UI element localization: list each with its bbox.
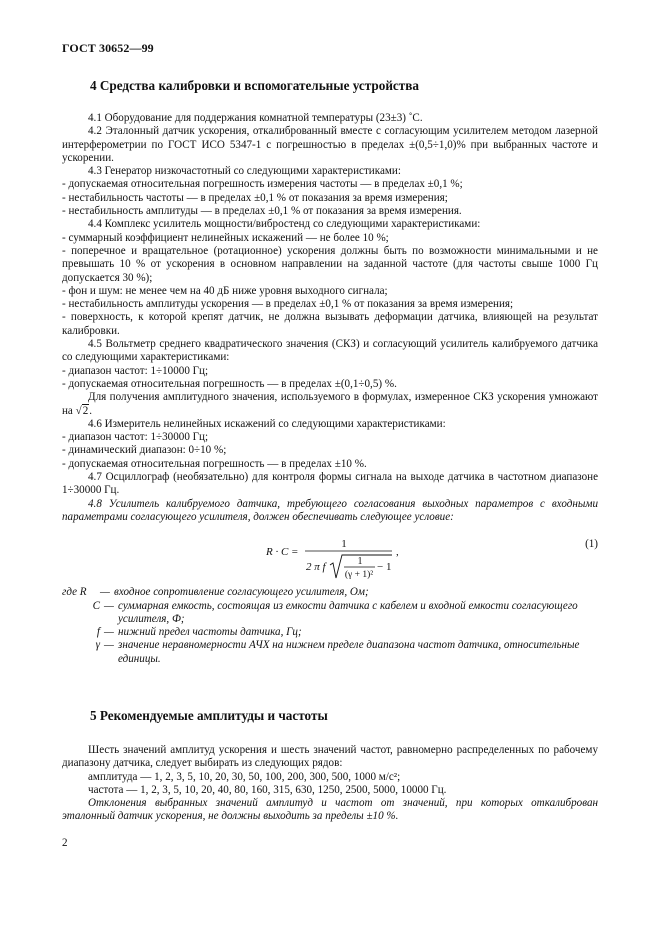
legend-desc-r: входное сопротивление согласующего усилителя, Ом; bbox=[114, 586, 369, 599]
section-4-heading: 4 Средства калибровки и вспомогательные устройства bbox=[90, 78, 419, 93]
list-item-4-3-c: - нестабильность амплитуды — в пределах ±0,1 % от показания за время измерения. bbox=[62, 205, 462, 218]
frequency-label: частота — bbox=[88, 783, 138, 796]
legend-prefix-text: где bbox=[62, 586, 77, 599]
list-item-4-4-c: - фон и шум: не менее чем на 40 дБ ниже уровня выходного сигнала; bbox=[62, 284, 388, 297]
list-item-4-3-b: - нестабильность частоты — в пределах ±0,1 % от показания за время измерения; bbox=[62, 191, 448, 204]
formula-trailing-comma: , bbox=[396, 546, 399, 559]
list-item-4-4-a: - суммарный коэффициент нелинейных искажений — не более 10 %; bbox=[62, 231, 389, 244]
legend-symbol-c: C bbox=[92, 599, 100, 612]
legend-row-r bbox=[62, 586, 598, 599]
legend-symbol-f: f bbox=[96, 626, 100, 639]
formula-numerator: 1 bbox=[341, 538, 347, 551]
legend-desc-gamma: значение неравномерности АЧХ на нижнем пределе диапазона частот датчика, относительные единицы. bbox=[118, 639, 580, 665]
legend-symbol-gamma: γ bbox=[95, 639, 100, 652]
list-item-4-3-a: - допускаемая относительная погрешность измерения частоты — в пределах ±0,1 %; bbox=[62, 178, 463, 191]
legend-dash-gamma: — bbox=[104, 639, 114, 652]
legend-row-gamma bbox=[62, 639, 598, 666]
formula-lhs: R · C = bbox=[266, 546, 299, 559]
formula-1 bbox=[62, 528, 598, 582]
legend-desc-f: нижний предел частоты датчика, Гц; bbox=[118, 626, 302, 639]
legend-dash-f: — bbox=[104, 626, 114, 639]
legend-desc-c: суммарная емкость, состоящая из емкости датчика с кабелем и входной емкости согласующего усилителя, Ф; bbox=[118, 599, 578, 625]
page-number: 2 bbox=[62, 837, 68, 849]
list-item-4-6-a: - диапазон частот: 1÷30000 Гц; bbox=[62, 431, 209, 444]
document-code: ГОСТ 30652—99 bbox=[62, 41, 154, 55]
list-item-4-4-e: - поверхность, к которой крепят датчик, не должна вызывать деформации датчика, влияющей на результат калибровки. bbox=[62, 311, 598, 337]
section-5-heading: 5 Рекомендуемые амплитуды и частоты bbox=[90, 708, 328, 723]
paragraph-4-6: 4.6 Измеритель нелинейных искажений со следующими характеристиками: bbox=[88, 417, 446, 430]
legend-row-f bbox=[62, 626, 598, 639]
sqrt-argument: 2 bbox=[82, 404, 89, 417]
formula-legend bbox=[62, 586, 598, 666]
legend-dash-r: — bbox=[100, 586, 110, 599]
legend-dash-c: — bbox=[104, 599, 114, 612]
list-item-4-6-c: - допускаемая относительная погрешность — в пределах ±10 %. bbox=[62, 457, 367, 470]
section-5-body bbox=[62, 744, 598, 824]
paragraph-4-5-c-text: Для получения амплитудного значения, используемого в формулах, измеренное СКЗ ускорения умножают на bbox=[62, 391, 598, 417]
list-item-4-5-b: - допускаемая относительная погрешность — в пределах ±(0,1÷0,5) %. bbox=[62, 377, 397, 390]
formula-inner-denominator: (γ + 1)² bbox=[344, 570, 374, 581]
paragraph-4-7: 4.7 Осциллограф (необязательно) для контроля формы сигнала на выходе датчика в частотном диапазоне 1÷30000 Гц. bbox=[62, 471, 598, 497]
frequency-values: 1, 2, 3, 5, 10, 20, 40, 80, 160, 315, 630, 1250, 2500, 5000, 10000 Гц. bbox=[140, 783, 447, 796]
paragraph-5-deviation: Отклонения выбранных значений амплитуд и частот от значений, при которых откалиброван эталонный датчик ускорения, не должны выходить за пределы ±10 %. bbox=[62, 797, 598, 823]
frequency-series bbox=[62, 784, 598, 797]
legend-prefix bbox=[62, 586, 100, 599]
formula-minus-one: − 1 bbox=[377, 561, 392, 574]
paragraph-4-4: 4.4 Комплекс усилитель мощности/вибростенд со следующими характеристиками: bbox=[88, 218, 481, 231]
paragraph-4-3: 4.3 Генератор низкочастотный со следующими характеристиками: bbox=[88, 165, 401, 178]
formula-equation-number: (1) bbox=[585, 538, 598, 551]
paragraph-4-1: 4.1 Оборудование для поддержания комнатной температуры (23±3) ˚С. bbox=[88, 112, 423, 124]
list-item-4-5-a: - диапазон частот: 1÷10000 Гц; bbox=[62, 364, 209, 377]
formula-inner-numerator: 1 bbox=[357, 556, 363, 568]
amplitude-label: амплитуда — bbox=[88, 770, 152, 783]
list-item-4-6-b: - динамический диапазон: 0÷10 %; bbox=[62, 444, 227, 457]
paragraph-4-5: 4.5 Вольтметр среднего квадратического значения (СКЗ) и согласующий усилитель калибруемого датчика со следующими характеристиками: bbox=[62, 338, 598, 364]
paragraph-5-intro: Шесть значений амплитуд ускорения и шесть значений частот, равномерно распределенных по рабочему диапазону датчика, следует выбирать из следующих рядов: bbox=[62, 744, 598, 770]
list-item-4-4-b: - поперечное и вращательное (ротационное) ускорения должны быть по возможности минимальными и не превышать 10 % от ускорения в основном направлении на заданной частоте (для частоты свыше 1000 Гц допускается 30 %); bbox=[62, 244, 598, 284]
legend-row-c bbox=[62, 600, 598, 627]
legend-symbol-r: R bbox=[79, 586, 87, 599]
paragraph-4-2: 4.2 Эталонный датчик ускорения, откалиброванный вместе с согласующим усилителем методом лазерной интерферометрии по ГОСТ ИСО 5347-1 с погрешностью в пределах ±(0,5÷1,0)% при выбранных частоте и ускорении. bbox=[62, 125, 598, 164]
section-4-body bbox=[62, 112, 598, 666]
formula-graphic bbox=[62, 528, 598, 582]
amplitude-values: 1, 2, 3, 5, 10, 20, 30, 50, 100, 200, 300, 500, 1000 м/с²; bbox=[154, 770, 401, 783]
formula-denominator-prefix: 2 π f bbox=[306, 561, 326, 574]
amplitude-series bbox=[62, 771, 598, 784]
list-item-4-4-d: - нестабильность амплитуды ускорения — в пределах ±0,1 % от показания за время измерения; bbox=[62, 298, 514, 311]
paragraph-4-5-c: Для получения амплитудного значения, используемого в формулах, измеренное СКЗ ускорения умножают на √2. bbox=[62, 391, 598, 417]
paragraph-4-8: 4.8 Усилитель калибруемого датчика, требующего согласования выходных параметров с входными параметрами согласующего усилителя, должен обеспечивать следующее условие: bbox=[62, 497, 598, 523]
sqrt-sign: √ bbox=[75, 404, 82, 417]
